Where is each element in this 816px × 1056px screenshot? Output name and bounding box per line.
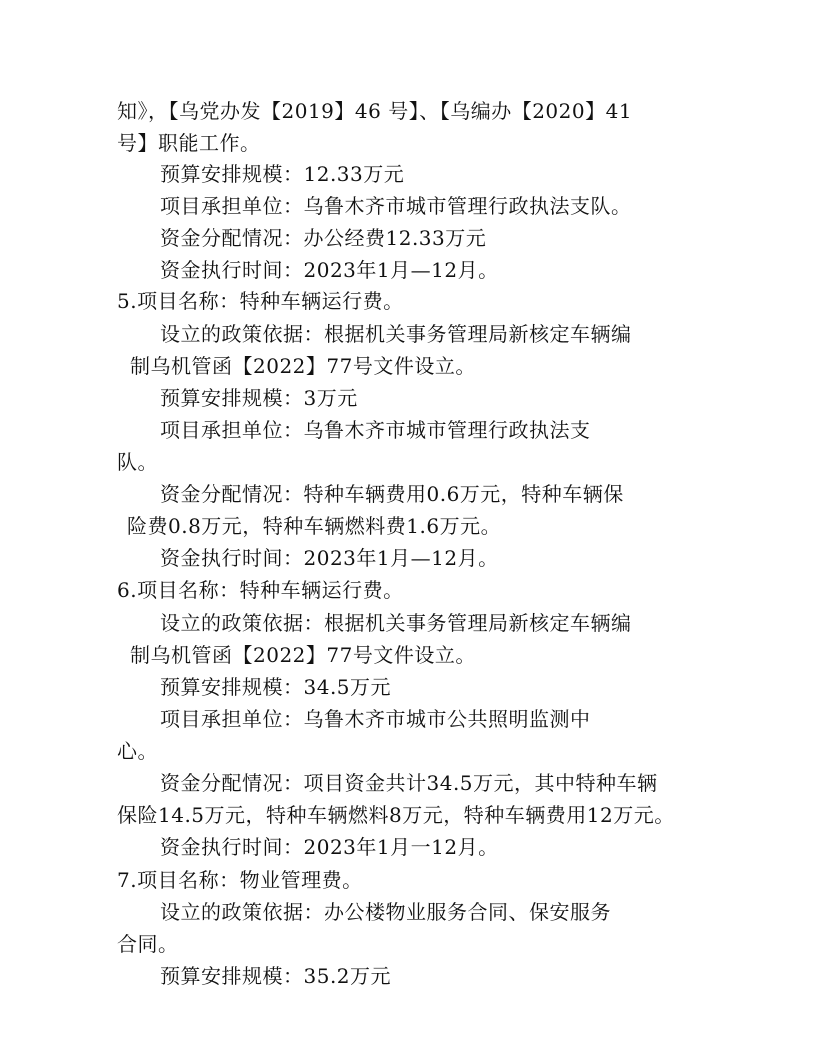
text-line: 制乌机管函【2022】77号文件设立。	[130, 643, 476, 667]
text-line: 资金分配情况：特种车辆费用0.6万元，特种车辆保	[160, 482, 624, 506]
text-line: 号】职能工作。	[117, 131, 261, 155]
text-line: 合同。	[117, 932, 179, 956]
text-line: 项目承担单位：乌鲁木齐市城市公共照明监测中	[160, 707, 591, 731]
text-line: 资金执行时间：2023年1月—12月。	[160, 258, 499, 282]
text-line: 资金分配情况：项目资金共计34.5万元，其中特种车辆	[160, 771, 658, 795]
text-line: 项目承担单位：乌鲁木齐市城市管理行政执法支队。	[160, 194, 632, 218]
text-line: 险费0.8万元，特种车辆燃料费1.6万元。	[127, 514, 502, 538]
text-line: 预算安排规模：35.2万元	[160, 964, 392, 988]
text-line: 预算安排规模：34.5万元	[160, 675, 392, 699]
text-line: 预算安排规模：12.33万元	[160, 162, 405, 186]
section-heading: 6.项目名称：特种车辆运行费。	[117, 578, 404, 602]
section-heading: 7.项目名称：物业管理费。	[117, 868, 363, 892]
text-line: 项目承担单位：乌鲁木齐市城市管理行政执法支	[160, 418, 591, 442]
text-line: 设立的政策依据：根据机关事务管理局新核定车辆编	[160, 611, 632, 635]
text-line: 队。	[117, 450, 158, 474]
text-line: 知》，【乌党办发【2019】46 号】、【乌编办【2020】41	[117, 99, 633, 123]
text-line: 设立的政策依据：根据机关事务管理局新核定车辆编	[160, 322, 632, 346]
text-line: 预算安排规模：3万元	[160, 386, 358, 410]
text-line: 制乌机管函【2022】77号文件设立。	[130, 354, 476, 378]
text-line: 设立的政策依据：办公楼物业服务合同、保安服务	[160, 900, 611, 924]
text-line: 保险14.5万元，特种车辆燃料8万元，特种车辆费用12万元。	[117, 803, 675, 827]
text-line: 资金执行时间：2023年1月一12月。	[160, 835, 499, 859]
section-heading: 5.项目名称：特种车辆运行费。	[117, 289, 404, 313]
text-line: 资金分配情况：办公经费12.33万元	[160, 226, 487, 250]
text-line: 资金执行时间：2023年1月—12月。	[160, 546, 499, 570]
text-line: 心。	[117, 739, 158, 763]
